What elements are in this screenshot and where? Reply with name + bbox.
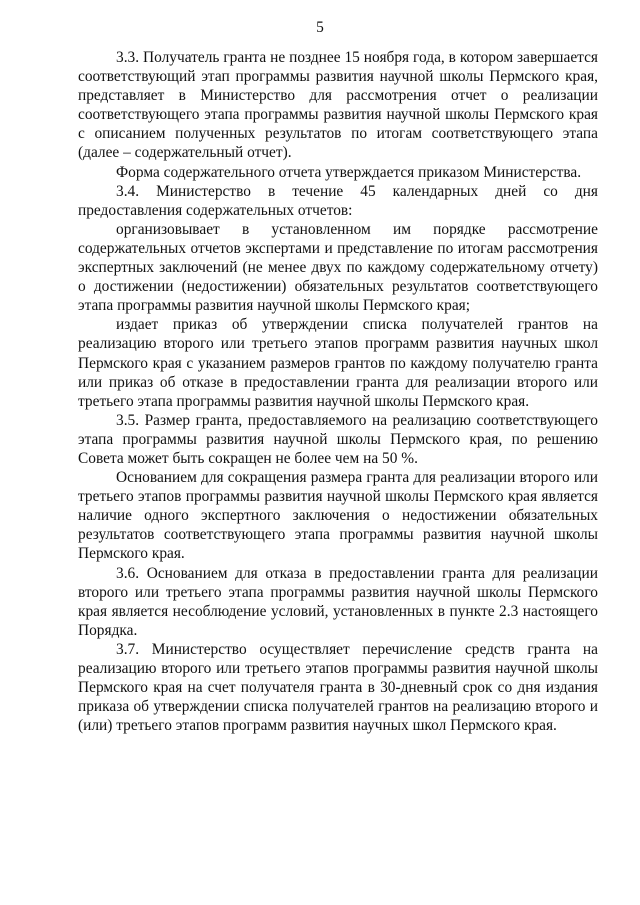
paragraph-3-3: 3.3. Получатель гранта не позднее 15 ноября года, в котором завершается соответствующий этап программы развития научной школы Пермского края, представляет в Министерство для рассмотрения отчет о реализации соответствующего этапа программы развития научной школы Пермского края с описанием полученных результатов по итогам соответствующего этапа (далее – содержательный отчет). [78,49,598,162]
paragraph-3-7: 3.7. Министерство осуществляет перечисление средств гранта на реализацию второго или третьего этапов программы развития научной школы Пермского края на счет получателя гранта в 30-дневный срок со дня издания приказа об утверждении списка получателей грантов на реализацию второго и (или) третьего этапов программ развития научных школ Пермского края. [78,640,598,735]
paragraph-3-4-order: издает приказ об утверждении списка получателей грантов на реализацию второго или третьего этапов программ развития научных школ Пермского края с указанием размеров грантов по каждому получателю гранта или приказ об отказе в предоставлении гранта для реализации второго или третьего этапа программы развития научной школы Пермского края. [78,316,598,410]
paragraph-3-4: 3.4. Министерство в течение 45 календарных дней со дня предоставления содержательных отчетов: [78,182,598,219]
paragraph-reduction-basis: Основанием для сокращения размера гранта для реализации второго или третьего этапов программы развития научной школы Пермского края является наличие одного экспертного заключения о недостижении обязательных результатов соответствующего этапа программы развития научной школы Пермского края. [78,469,598,563]
paragraph-report-form: Форма содержательного отчета утверждается приказом Министерства. [116,163,582,181]
paragraph-3-6: 3.6. Основанием для отказа в предоставлении гранта для реализации второго или третьего этапа программы развития научной школы Пермского края является несоблюдение условий, установленных в пункте 2.3 настоящего Порядка. [78,564,598,639]
document-body [78,48,598,735]
paragraph-3-4-organize: организовывает в установленном им порядке рассмотрение содержательных отчетов экспертами и представление по итогам рассмотрения экспертных заключений (не менее двух по каждому содержательному отчету) о достижении (недостижении) обязательных результатов соответствующего этапа программы развития научной школы Пермского края; [78,220,598,315]
page-number: 5 [316,19,324,36]
paragraph-3-5: 3.5. Размер гранта, предоставляемого на реализацию соответствующего этапа программы развития научной школы Пермского края, по решению Совета может быть сокращен не более чем на 50 %. [78,411,598,467]
